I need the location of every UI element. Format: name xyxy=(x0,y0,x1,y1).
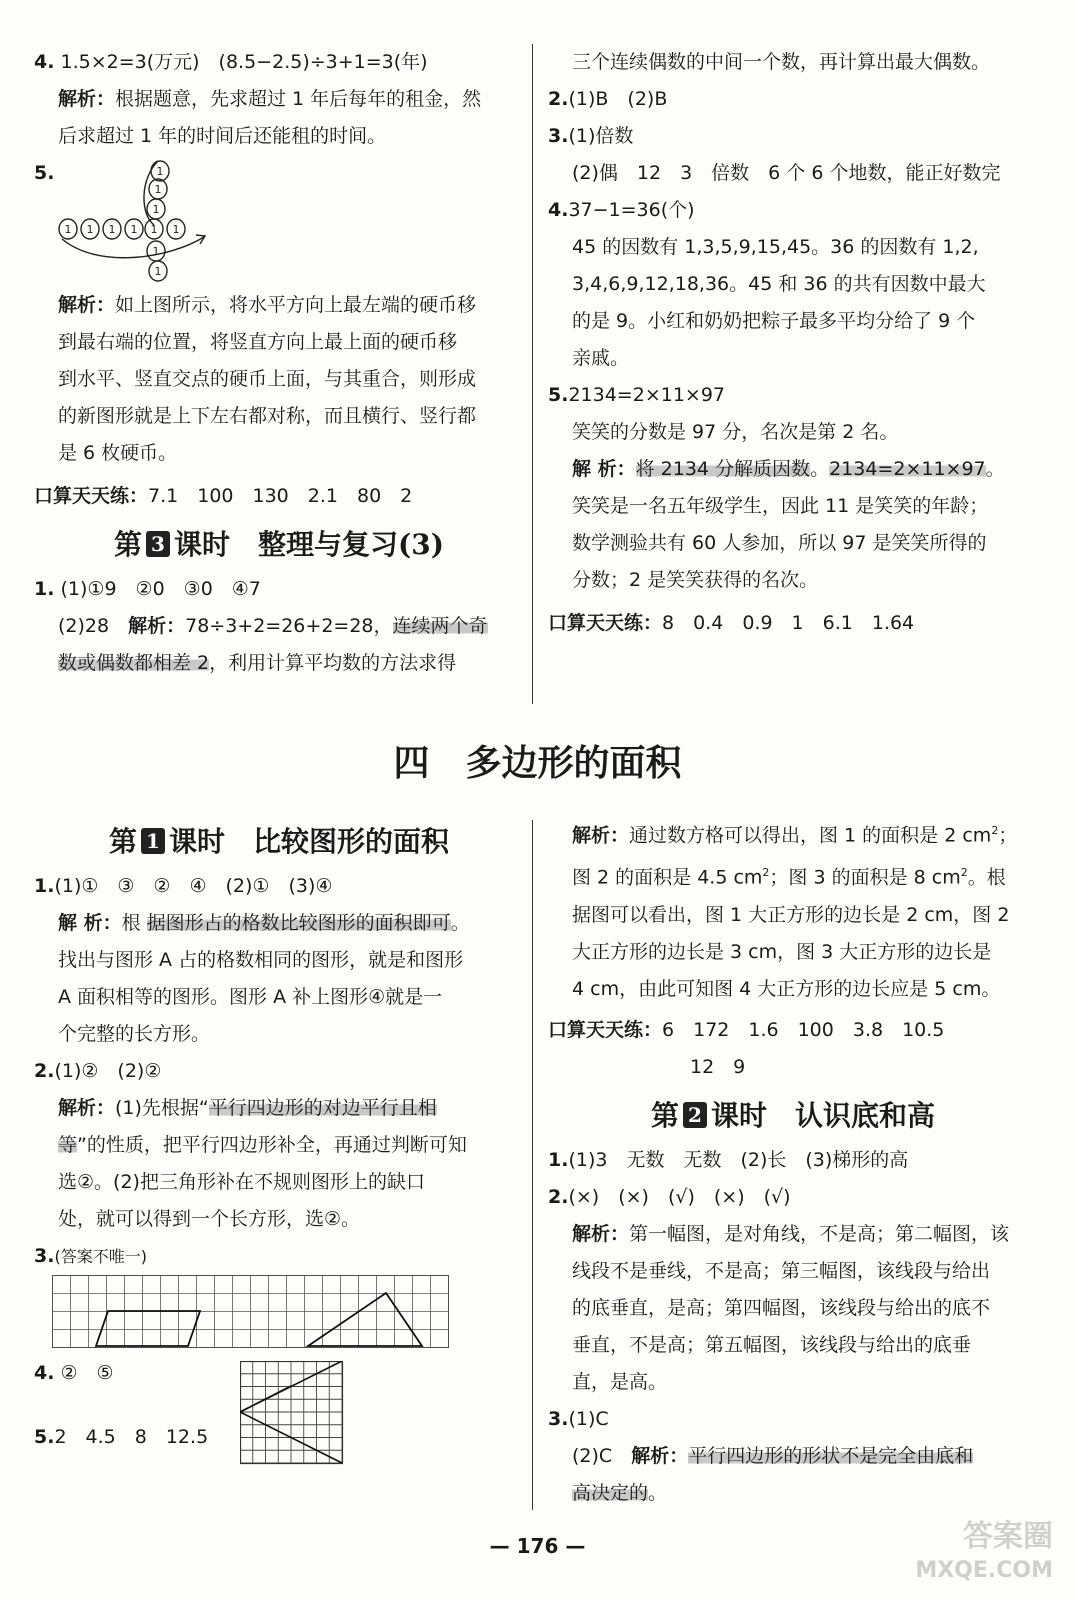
answer-5: 5.2 4.5 8 12.5 xyxy=(34,1426,209,1448)
right-bottom-column xyxy=(548,812,1038,1512)
explanation-5-line2: 笑笑是一名五年级学生，因此 11 是笑笑的年龄； xyxy=(572,495,989,517)
lesson3-answer-1-part3: 数或偶数都相差 2，利用计算平均数的方法求得 xyxy=(58,652,457,674)
answer-3-part2: (2)偶 12 3 倍数 6 个 6 个地数，能正好数完 xyxy=(572,162,1001,184)
answer-4: 4.37−1=36(个) xyxy=(548,199,695,221)
unit-title: 四 多边形的面积 xyxy=(393,742,682,784)
answer-4-line5: 亲戚。 xyxy=(572,347,630,369)
explanation-2-line3: 选②。(2)把三角形补在不规则图形上的缺口 xyxy=(58,1171,425,1193)
explanation-2-line2: 等”的性质，把平行四边形补全，再通过判断可知 xyxy=(58,1134,467,1156)
explanation-2-line2: 线段不是垂线，不是高；第三幅图，该线段与给出 xyxy=(572,1259,991,1282)
lesson-title: 第 1 课时 比较图形的面积 xyxy=(108,825,450,858)
coin-label: 1 xyxy=(152,203,160,216)
right-top-column xyxy=(548,44,1038,642)
coin-label: 1 xyxy=(156,165,164,178)
answer-3: 3.(1)C xyxy=(548,1407,609,1430)
explanation-1-line4: 个完整的长方形。 xyxy=(58,1023,211,1045)
explanation-5-line4: 的新图形就是上下左右都对称，而且横行、竖行都 xyxy=(58,405,477,427)
kousuan-practice: 口算天天练：7.1 100 130 2.1 80 2 xyxy=(34,485,413,507)
watermark-logo: 答案圈 MXQE.COM xyxy=(915,1519,1053,1583)
answer-5: 5. 1 1 1 1 1 1 1 1 1 1 1 xyxy=(34,155,524,287)
lesson3-answer-1: 1. (1)①9 ②0 ③0 ④7 xyxy=(34,578,261,600)
column-divider-bottom xyxy=(532,820,533,1510)
answer-3-part2-line2: 高决定的。 xyxy=(572,1481,668,1504)
grid-answer-5 xyxy=(240,1361,344,1465)
kousuan-practice-line2: 12 9 xyxy=(690,1055,746,1078)
answer-2: 2.(1)B (2)B xyxy=(548,88,668,110)
coin-label: 1 xyxy=(130,223,138,236)
answer-1: 1.(1)3 无数 无数 (2)长 (3)梯形的高 xyxy=(548,1148,909,1171)
answer-3: 3.(答案不唯一) xyxy=(34,1245,147,1267)
answer-3-part2: (2)C 解析：平行四边形的形状不是完全由底和 xyxy=(572,1444,974,1467)
explanation-5: 解析：如上图所示，将水平方向上最左端的硬币移 xyxy=(58,294,477,316)
kousuan-practice: 口算天天练：8 0.4 0.9 1 6.1 1.64 xyxy=(548,612,915,634)
answer-5: 5.2134=2×11×97 xyxy=(548,384,726,406)
explanation-2-line4: 处，就可以得到一个长方形，选②。 xyxy=(58,1208,361,1230)
explanation-line4: 大正方形的边长是 3 cm，图 3 大正方形的边长是 xyxy=(572,940,992,963)
continued-text: 三个连续偶数的中间一个数，再计算出最大偶数。 xyxy=(572,51,991,73)
explanation-continued: 解析：通过数方格可以得出，图 1 的面积是 2 $cm^2$； xyxy=(572,824,1018,847)
coin-label: 1 xyxy=(172,223,180,236)
page-number: — 176 — xyxy=(489,1534,586,1558)
column-divider-top xyxy=(532,44,533,704)
answer-4-line3: 3,4,6,9,12,18,36。45 和 36 的共有因数中最大 xyxy=(572,273,986,295)
coin-label: 1 xyxy=(86,223,94,236)
coin-label: 1 xyxy=(154,183,162,196)
explanation-2-line4: 垂直，不是高；第五幅图，该线段与给出的底垂 xyxy=(572,1333,972,1356)
answer-3: 3.(1)倍数 xyxy=(548,125,634,147)
explanation-1-line3: A 面积相等的图形。图形 A 补上图形④就是一 xyxy=(58,986,443,1008)
explanation-5-line3: 数学测验共有 60 人参加，所以 97 是笑笑所得的 xyxy=(572,532,987,554)
left-bottom-column xyxy=(34,812,524,1483)
explanation-5-line5: 是 6 枚硬币。 xyxy=(58,442,178,464)
answer-1: 1.(1)① ③ ② ④ (2)① (3)④ xyxy=(34,875,333,897)
explanation-2: 解析：第一幅图，是对角线，不是高；第二幅图，该 xyxy=(572,1222,1010,1245)
explanation-4: 解析：根据题意，先求超过 1 年后每年的租金，然 xyxy=(58,88,482,110)
explanation-2: 解析：(1)先根据“平行四边形的对边平行且相 xyxy=(58,1097,437,1119)
answer-2: 2.(1)② (2)② xyxy=(34,1060,162,1082)
lesson-title: 第 3 课时 整理与复习(3) xyxy=(114,528,444,561)
explanation-5-line4: 分数；2 是笑笑获得的名次。 xyxy=(572,569,819,591)
lesson3-answer-1-part2: (2)28 解析：78÷3+2=26+2=28，连续两个奇 xyxy=(58,615,488,637)
grid-answer-3 xyxy=(52,1275,452,1351)
explanation-2-line3: 的底垂直，是高；第四幅图，该线段与给出的底不 xyxy=(572,1296,991,1319)
coin-label: 1 xyxy=(108,223,116,236)
explanation-4-line2: 后求超过 1 年的时间后还能租的时间。 xyxy=(58,125,387,147)
coin-label: 1 xyxy=(152,245,160,258)
answer-4: 4. ② ⑤ xyxy=(34,1362,114,1384)
answer-4-line2: 45 的因数有 1,3,5,9,15,45。36 的因数有 1,2, xyxy=(572,236,979,258)
answers-4-5 xyxy=(34,1355,524,1483)
explanation-1: 解 析：根 据图形占的格数比较图形的面积即可。 xyxy=(58,912,470,934)
explanation-5: 解 析：将 2134 分解质因数。2134=2×11×97。 xyxy=(572,458,1005,480)
coin-label: 1 xyxy=(64,223,72,236)
coin-label: 1 xyxy=(150,223,158,236)
explanation-5-line3: 到水平、竖直交点的硬币上面，与其重合，则形成 xyxy=(58,368,477,390)
explanation-line3: 据图可以看出，图 1 大正方形的边长是 2 cm，图 2 xyxy=(572,903,1010,926)
answer-4-line4: 的是 9。小红和奶奶把粽子最多平均分给了 9 个 xyxy=(572,310,976,332)
explanation-1-line2: 找出与图形 A 占的格数相同的图形，就是和图形 xyxy=(58,949,464,971)
explanation-5-line2: 到最右端的位置，将竖直方向上最上面的硬币移 xyxy=(58,331,458,353)
left-top-column xyxy=(34,44,524,682)
coin-diagram xyxy=(58,159,218,287)
kousuan-practice: 口算天天练：6 172 1.6 100 3.8 10.5 xyxy=(548,1018,945,1041)
answer-5-line2: 笑笑的分数是 97 分，名次是第 2 名。 xyxy=(572,421,899,443)
lesson-title: 第 2 课时 认识底和高 xyxy=(650,1098,936,1132)
coin-label: 1 xyxy=(154,265,162,278)
explanation-line5: 4 cm，由此可知图 4 大正方形的边长应是 5 cm。 xyxy=(572,977,1001,1000)
answer-4: 4. 1.5×2=3(万元) (8.5−2.5)÷3+1=3(年) xyxy=(34,51,428,73)
answer-2: 2.(×) (×) (√) (×) (√) xyxy=(548,1185,791,1208)
explanation-line2: 图 2 的面积是 4.5 $cm^2$；图 3 的面积是 8 $cm^2$。根 xyxy=(572,866,1006,889)
explanation-2-line5: 直，是高。 xyxy=(572,1370,668,1393)
